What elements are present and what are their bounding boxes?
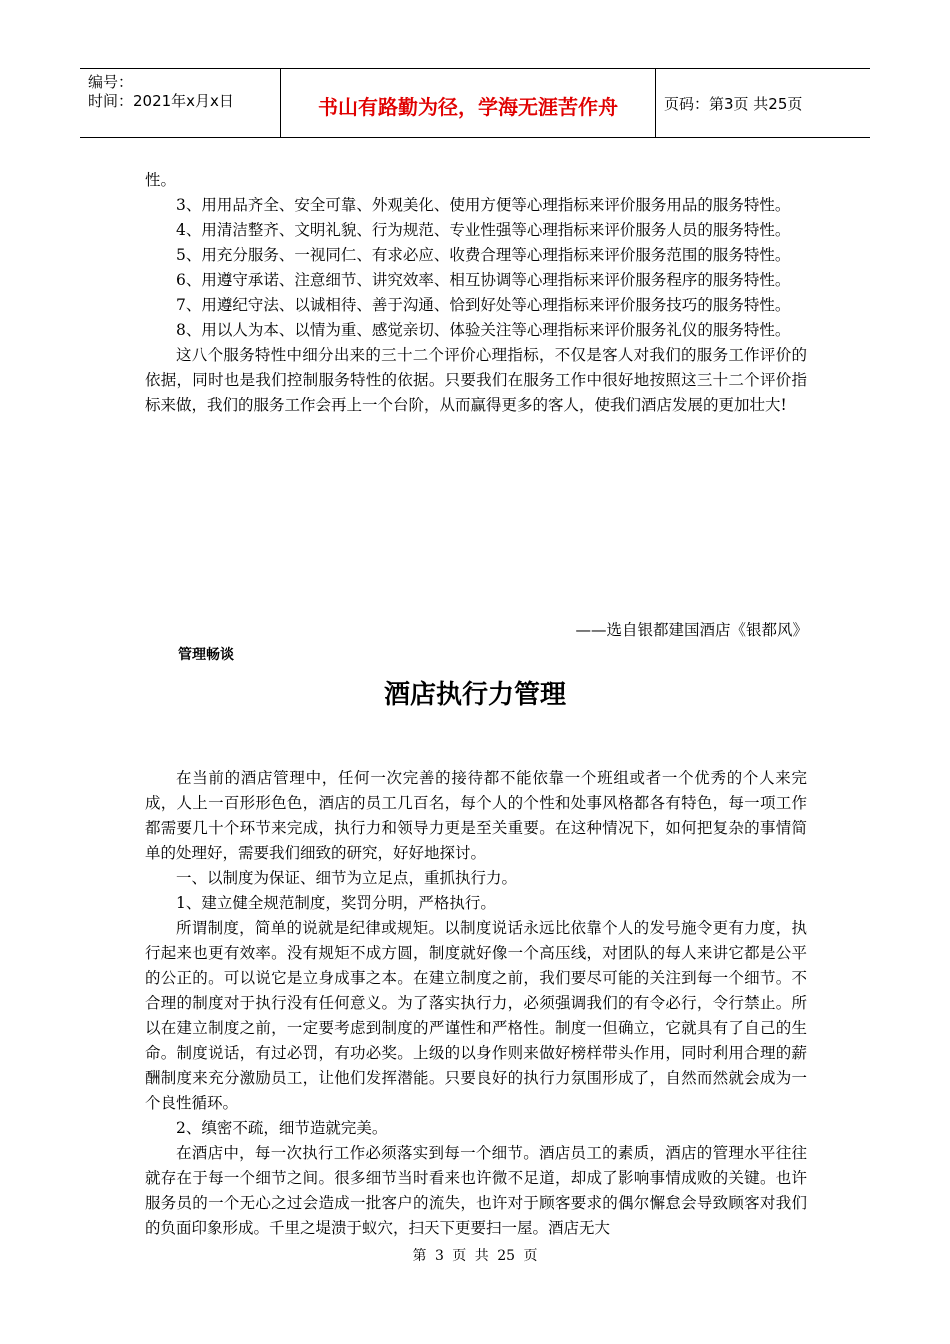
paragraph: 8、用以人为本、以情为重、感觉亲切、体验关注等心理指标来评价服务礼仪的服务特性。 — [176, 321, 791, 339]
attribution: ——选自银都建国酒店《银都风》 — [575, 621, 808, 639]
paragraph: 性。 — [145, 171, 177, 189]
date-label: 时间：2021年x月x日 — [88, 92, 234, 110]
paragraph: 在酒店中，每一次执行工作必须落实到每一个细节。酒店员工的素质，酒店的管理水平往往就存在于每一个细节之间。很多细节当时看来也许微不足道，却成了影响事情成败的关键。也许服务员的一个无心之过会造成一批客户的流失，也许对于顾客要求的偶尔懈怠会导致顾客对我们的负面印象形成。千里之堤溃于蚁穴，扫天下更要扫一屋。酒店无大 — [145, 1144, 807, 1237]
paragraph: 在当前的酒店管理中，任何一次完善的接待都不能依靠一个班组或者一个优秀的个人来完成，人上一百形形色色，酒店的员工几百名，每个人的个性和处事风格都各有特色，每一项工作都需要几十个环节来完成，执行力和领导力更是至关重要。在这种情况下，如何把复杂的事情简单的处理好，需要我们细致的研究，好好地探讨。 — [145, 769, 807, 862]
section-label: 管理畅谈 — [178, 647, 234, 663]
number-label: 编号： — [88, 73, 134, 91]
paragraph: 一、以制度为保证、细节为立足点，重抓执行力。 — [176, 869, 518, 887]
paragraph: 这八个服务特性中细分出来的三十二个评价心理指标，不仅是客人对我们的服务工作评价的依据，同时也是我们控制服务特性的依据。只要我们在服务工作中很好地按照这三十二个评价指标来做，我们的服务工作会再上一个台阶，从而赢得更多的客人，使我们酒店发展的更加壮大! — [145, 346, 807, 414]
paragraph: 4、用清洁整齐、文明礼貌、行为规范、专业性强等心理指标来评价服务人员的服务特性。 — [176, 221, 791, 239]
header-meta — [80, 69, 281, 137]
document-header — [80, 68, 870, 138]
header-motto: 书山有路勤为径，学海无涯苦作舟 — [281, 69, 656, 137]
paragraph: 5、用充分服务、一视同仁、有求必应、收费合理等心理指标来评价服务范围的服务特性。 — [176, 246, 791, 264]
body-text-part2 — [145, 766, 807, 1241]
paragraph: 3、用用品齐全、安全可靠、外观美化、使用方便等心理指标来评价服务用品的服务特性。 — [176, 196, 791, 214]
header-page-info: 页码：第3页 共25页 — [664, 94, 803, 113]
paragraph: 所谓制度，简单的说就是纪律或规矩。以制度说话永远比依靠个人的发号施令更有力度，执行起来也更有效率。没有规矩不成方圆，制度就好像一个高压线，对团队的每人来讲它都是公平的公正的。可以说它是立身成事之本。在建立制度之前，我们要尽可能的关注到每一个细节。不合理的制度对于执行没有任何意义。为了落实执行力，必须强调我们的有令必行，令行禁止。所以在建立制度之前，一定要考虑到制度的严谨性和严格性。制度一但确立，它就具有了自己的生命。制度说话，有过必罚，有功必奖。上级的以身作则来做好榜样带头作用，同时利用合理的薪酬制度来充分激励员工，让他们发挥潜能。只要良好的执行力氛围形成了，自然而然就会成为一个良性循环。 — [145, 919, 807, 1112]
paragraph: 1、建立健全规范制度，奖罚分明，严格执行。 — [176, 894, 496, 912]
article-title: 酒店执行力管理 — [383, 680, 566, 710]
paragraph: 6、用遵守承诺、注意细节、讲究效率、相互协调等心理指标来评价服务程序的服务特性。 — [176, 271, 791, 289]
page-footer: 第 3 页 共 25 页 — [412, 1248, 538, 1264]
body-text-part1 — [145, 168, 807, 418]
paragraph: 2、缜密不疏，细节造就完美。 — [176, 1119, 388, 1137]
paragraph: 7、用遵纪守法、以诚相待、善于沟通、恰到好处等心理指标来评价服务技巧的服务特性。 — [176, 296, 791, 314]
